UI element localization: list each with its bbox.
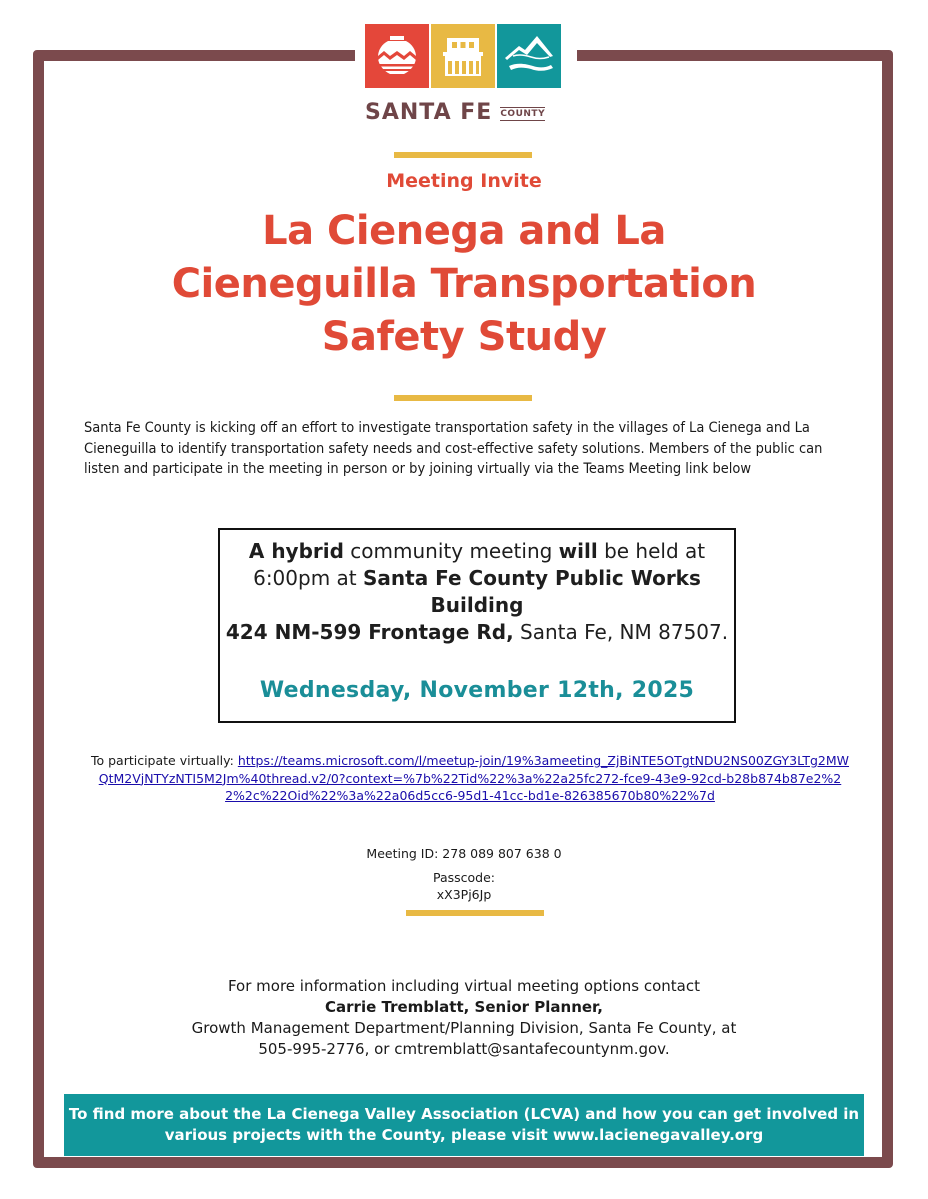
title-line: La Cienega and La	[262, 208, 666, 254]
title-line: Cieneguilla Transportation	[171, 261, 757, 307]
meeting-id: Meeting ID: 278 089 807 638 0	[366, 846, 562, 861]
logo-county-label: COUNTY	[500, 109, 546, 119]
contact-name: Carrie Tremblatt, Senior Planner,	[325, 998, 603, 1016]
will-text: will	[558, 539, 598, 563]
santa-fe-county-logo	[355, 14, 577, 125]
gold-divider-bottom	[406, 910, 544, 916]
venue-name: Santa Fe County Public Works	[363, 566, 701, 590]
venue-address-line	[220, 619, 734, 646]
lcva-banner	[64, 1094, 864, 1156]
venue-name-cont: Building	[430, 593, 524, 617]
city-state-zip: Santa Fe, NM 87507.	[513, 620, 729, 644]
contact-intro: For more information including virtual meeting options contact	[227, 977, 701, 995]
passcode-label: Passcode:	[432, 870, 496, 885]
logo-wordmark: SANTA FE	[365, 100, 493, 125]
intro-paragraph: Santa Fe County is kicking off an effort to investigate transportation safety in the villages of La Cienega and La Cieneguilla to identify transportation safety needs and cost-effective safety solutions. Members of the public can listen and participate in the meeting in person or by joining virtually via the Teams Meeting link below	[84, 420, 823, 477]
held-at-text: be held at	[597, 539, 706, 563]
gold-divider-top	[394, 152, 532, 158]
page-title	[0, 205, 928, 364]
hybrid-text: A hybrid	[248, 539, 344, 563]
meeting-time-line	[220, 565, 734, 592]
pottery-icon	[365, 24, 429, 88]
adobe-building-icon	[431, 24, 495, 88]
banner-line: To find more about the La Cienega Valley Association (LCVA) and how you can get involved in	[68, 1105, 860, 1123]
contact-info	[0, 976, 928, 1060]
virtual-participation	[90, 752, 850, 805]
title-line: Safety Study	[321, 314, 607, 360]
contact-phone-email: 505-995-2776, or cmtremblatt@santafecountynm.gov.	[258, 1040, 670, 1058]
gold-divider-middle	[394, 395, 532, 401]
passcode-value: xX3Pj6Jp	[436, 887, 492, 902]
community-meeting-text: community meeting	[343, 539, 559, 563]
meeting-date: Wednesday, November 12th, 2025	[259, 678, 695, 703]
mountains-river-icon	[497, 24, 561, 88]
teams-meeting-link[interactable]: https://teams.microsoft.com/l/meetup-join/19%3ameeting_ZjBiNTE5OTgtNDU2NS00ZGY3LTg2MWQtM2VjNTYzNTI5M2Jm%40thread.v2/0?context=%7b%22Tid%22%3a%22a25fc272-fce9-43e9-92cd-b28b874b87e2%22%2c%22Oid%22%3a%22a06d5cc6-95d1-41cc-bd1e-826385670b80%22%7d	[98, 753, 850, 803]
banner-line: various projects with the County, please visit www.lacienegavalley.org	[164, 1126, 764, 1144]
meeting-invite-kicker: Meeting Invite	[386, 170, 542, 192]
street-address: 424 NM-599 Frontage Rd,	[225, 620, 514, 644]
meeting-details-box	[218, 528, 736, 723]
virtual-label: To participate virtually:	[90, 753, 238, 768]
contact-department: Growth Management Department/Planning Division, Santa Fe County, at	[191, 1019, 737, 1037]
meeting-format-line	[220, 538, 734, 565]
meeting-time: 6:00pm at	[253, 566, 363, 590]
